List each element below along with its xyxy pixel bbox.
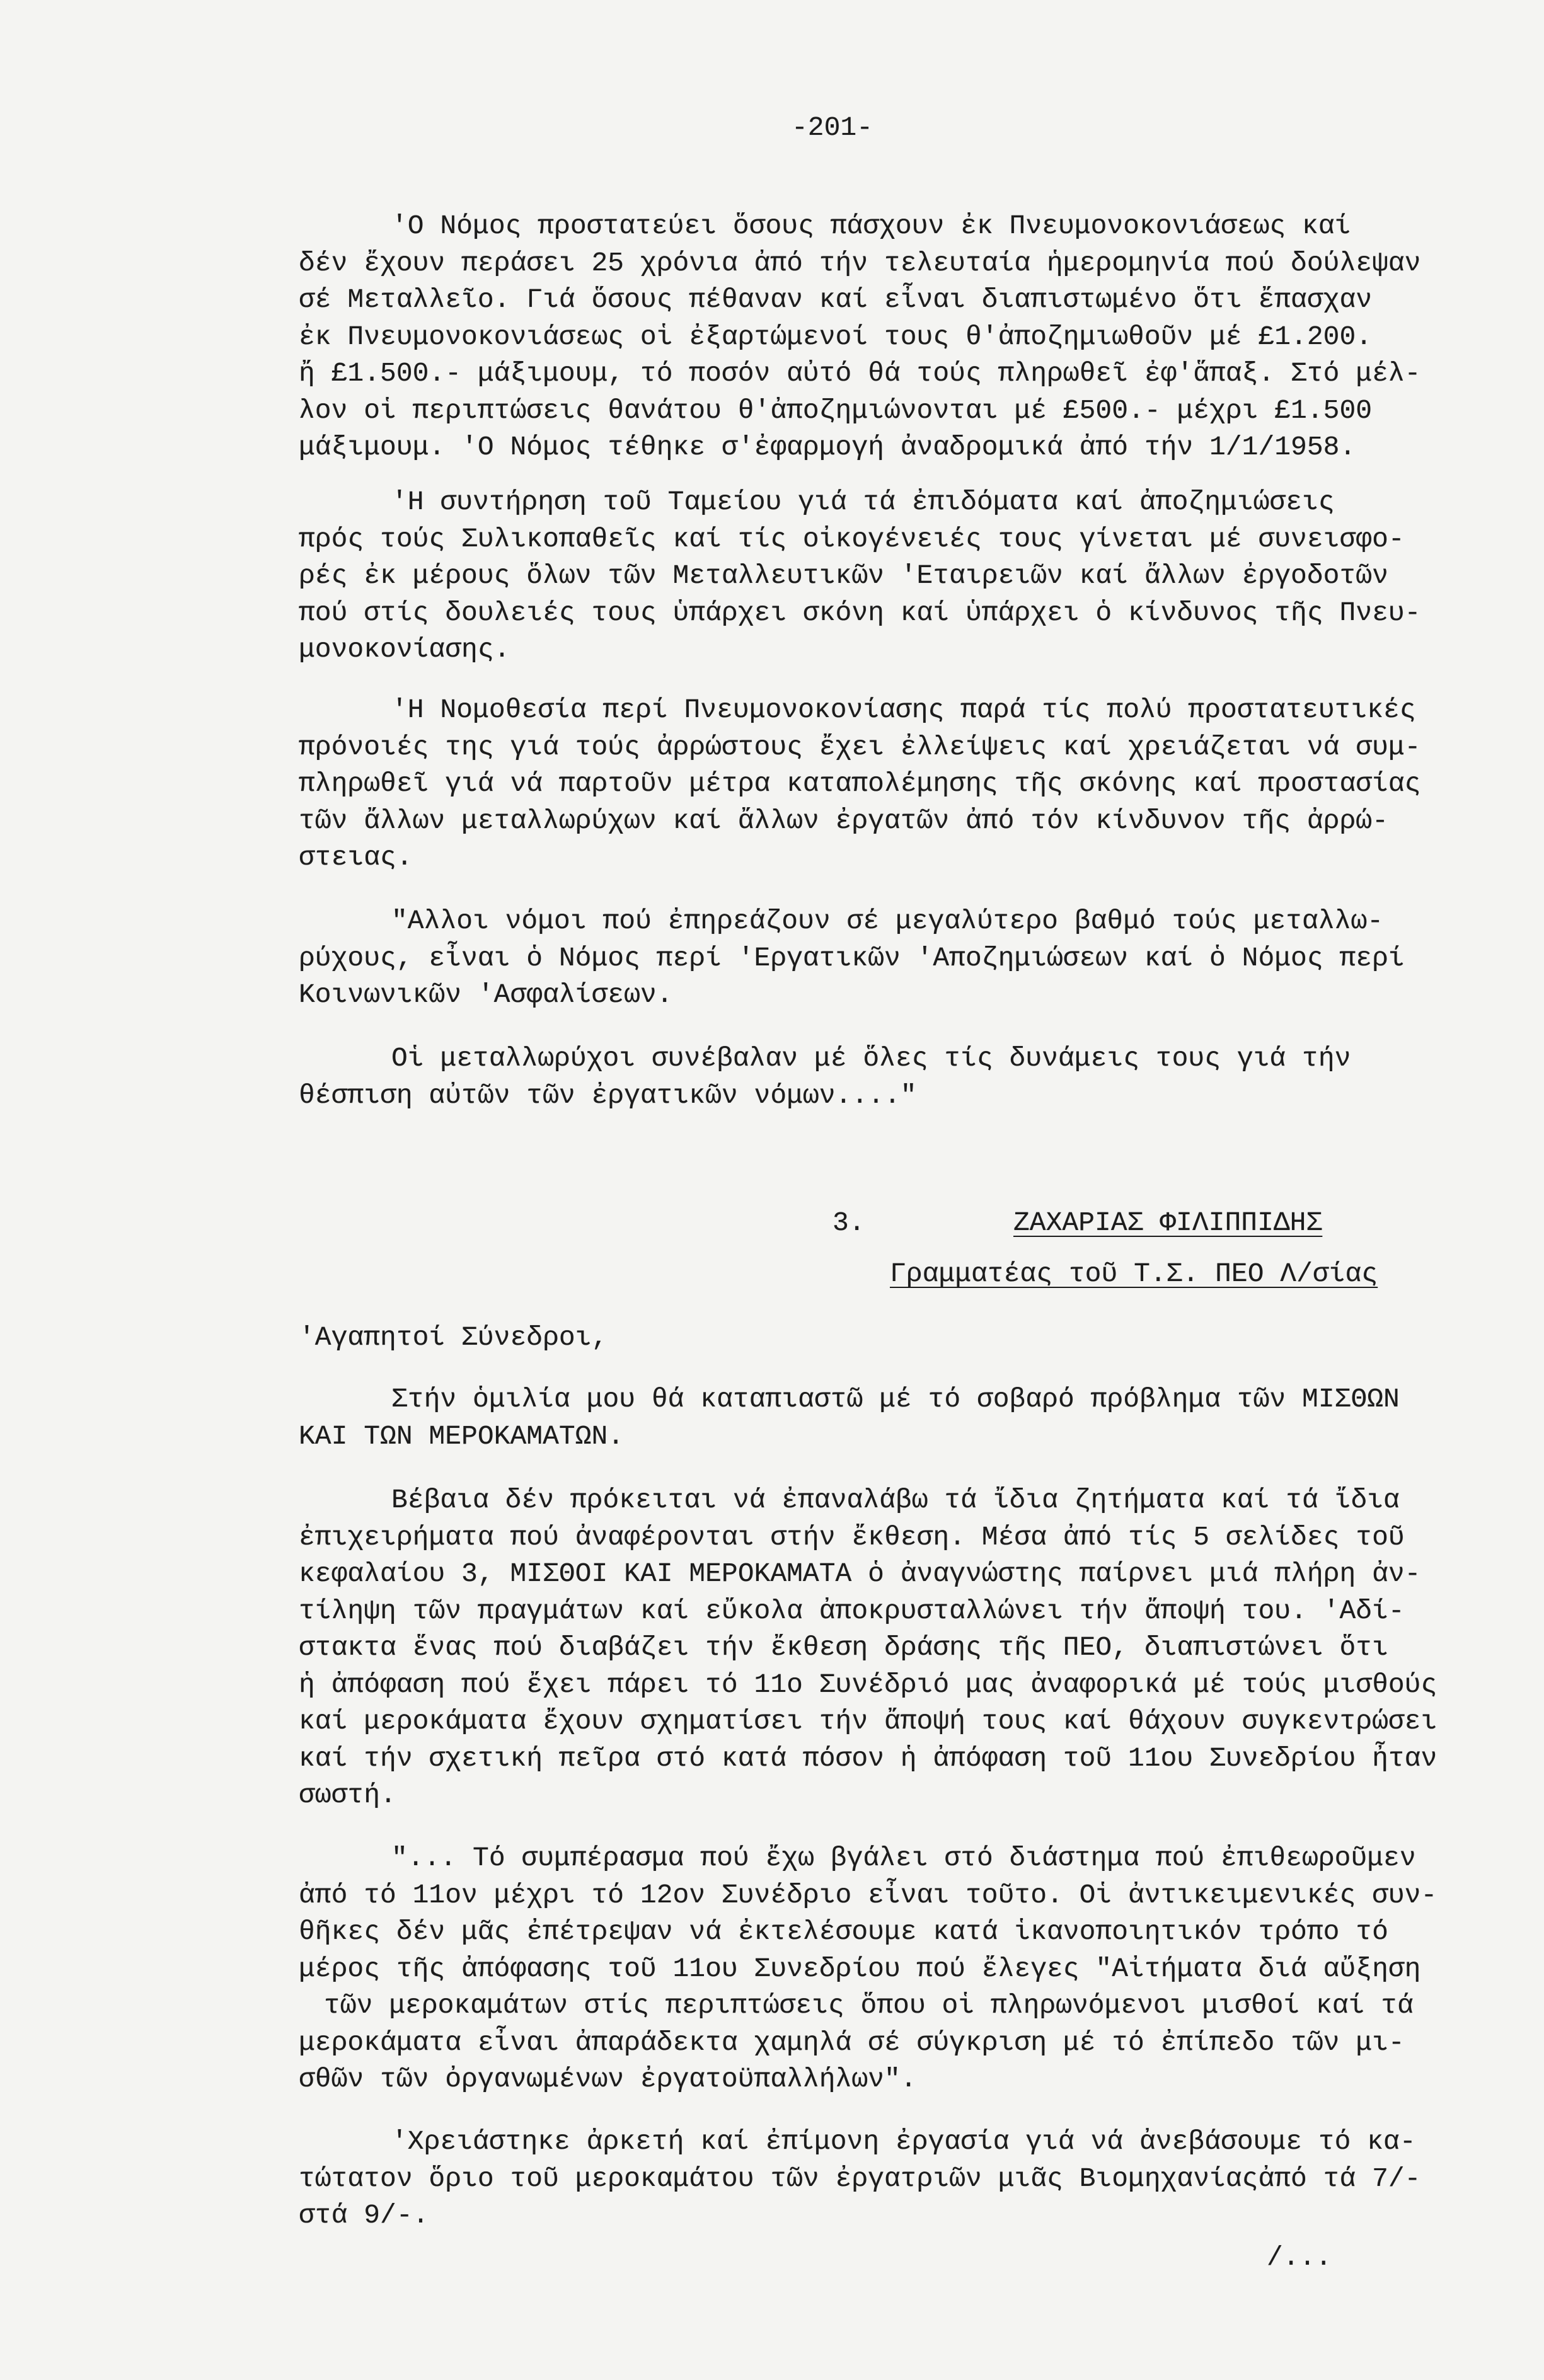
text-line: καί τήν σχετική πεῖρα στό κατά πόσον ἡ ἀπόφαση τοῦ 11ου Συνεδρίου ἦταν	[299, 1742, 1437, 1774]
paragraph	[299, 1840, 1437, 2098]
text-line: ἡ ἀπόφαση πού ἔχει πάρει τό 11ο Συνέδριό μας ἀναφορικά μέ τούς μισθούς	[299, 1669, 1437, 1700]
text-line: "... Τό συμπέρασμα πού ἔχω βγάλει στό διάστημα πού ἐπιθεωροῦμεν	[391, 1842, 1416, 1873]
text-line: πρόνοιές της γιά τούς ἀρρώστους ἔχει ἐλλείψεις καί χρειάζεται νά συμ-	[299, 731, 1421, 762]
text-line: στά 9/-.	[299, 2200, 429, 2231]
text-line: 'Η Νομοθεσία περί Πνευμονοκονίασης παρά τίς πολύ προστατευτικές	[391, 694, 1416, 725]
speaker-name: ΖΑΧΑΡΙΑΣ ΦΙΛΙΠΠΙΔΗΣ	[1013, 1207, 1323, 1238]
text-line: ρές ἐκ μέρους ὅλων τῶν Μεταλλευτικῶν 'Εταιρειῶν καί ἄλλων ἐργοδοτῶν	[299, 560, 1388, 591]
text-line: πρός τούς Συλικοπαθεῖς καί τίς οἰκογένειές τους γίνεται μέ συνεισφο-	[299, 523, 1405, 555]
text-line: Στήν ὁμιλία μου θά καταπιαστῶ μέ τό σοβαρό πρόβλημα τῶν ΜΙΣΘΩΝ	[391, 1384, 1400, 1415]
text-line: 'Η συντήρηση τοῦ Ταμείου γιά τά ἐπιδόματα καί ἀποζημιώσεις	[391, 486, 1335, 517]
paragraph	[299, 903, 1405, 1014]
text-line: ἤ £1.500.- μάξιμουμ, τό ποσόν αὐτό θά τούς πληρωθεῖ ἐφ'ἅπαξ. Στό μέλ-	[299, 358, 1421, 389]
text-line: ἐπιχειρήματα πού ἀναφέρονται στήν ἔκθεση. Μέσα ἀπό τίς 5 σελίδες τοῦ	[299, 1521, 1405, 1553]
paragraph	[299, 692, 1421, 877]
paragraph	[299, 1381, 1400, 1455]
text-line: τῶν ἄλλων μεταλλωρύχων καί ἄλλων ἐργατῶν ἀπό τόν κίνδυνον τῆς ἀρρώ-	[299, 805, 1388, 836]
text-line: κεφαλαίου 3, ΜΙΣΘΟΙ ΚΑΙ ΜΕΡΟΚΑΜΑΤΑ ὁ ἀναγνώστης παίρνει μιά πλήρη ἀν-	[299, 1558, 1421, 1589]
text-line: πληρωθεῖ γιά νά παρτοῦν μέτρα καταπολέμησης τῆς σκόνης καί προστασίας	[299, 768, 1421, 799]
text-line: σθῶν τῶν ὀργανωμένων ἐργατοϋπαλλήλων".	[299, 2064, 917, 2095]
text-line: μεροκάματα εἶναι ἀπαράδεκτα χαμηλά σέ σύγκριση μέ τό ἐπίπεδο τῶν μι-	[299, 2026, 1405, 2058]
paragraph	[299, 1482, 1437, 1814]
text-line: ρύχους, εἶναι ὁ Νόμος περί 'Εργατικῶν 'Αποζημιώσεων καί ὁ Νόμος περί	[299, 942, 1405, 974]
text-line: τώτατον ὅριο τοῦ μεροκαμάτου τῶν ἐργατριῶν μιᾶς Βιομηχανίαςἀπό τά 7/-	[299, 2163, 1421, 2194]
text-line: μάξιμουμ. 'Ο Νόμος τέθηκε σ'ἐφαρμογή ἀναδρομικά ἀπό τήν 1/1/1958.	[299, 432, 1356, 463]
text-line: στειας.	[299, 842, 413, 873]
text-line: σωστή.	[299, 1779, 396, 1810]
text-line: ΚΑΙ ΤΩΝ ΜΕΡΟΚΑΜΑΤΩΝ.	[299, 1420, 625, 1452]
paragraph	[299, 1040, 1351, 1114]
text-line: πού στίς δουλειές τους ὑπάρχει σκόνη καί ὑπάρχει ὁ κίνδυνος τῆς Πνευ-	[299, 597, 1421, 628]
text-line: θῆκες δέν μᾶς ἐπέτρεψαν νά ἐκτελέσουμε κατά ἱκανοποιητικόν τρόπο τό	[299, 1916, 1388, 1947]
text-line: θέσπιση αὐτῶν τῶν ἐργατικῶν νόμων...."	[299, 1079, 917, 1111]
text-line: Κοινωνικῶν 'Ασφαλίσεων.	[299, 979, 673, 1010]
text-line: μέρος τῆς ἀπόφασης τοῦ 11ου Συνεδρίου πού ἔλεγες "Αἰτήματα διά αὔξηση	[299, 1953, 1421, 1984]
text-line: καί μεροκάματα ἔχουν σχηματίσει τήν ἄποψή τους καί θάχουν συγκεντρώσει	[299, 1706, 1437, 1737]
text-line: λον οἱ περιπτώσεις θανάτου θ'ἀποζημιώνονται μέ £500.- μέχρι £1.500	[299, 394, 1373, 426]
continuation-mark: /...	[1267, 2242, 1332, 2273]
text-line: τίληψη τῶν πραγμάτων καί εὔκολα ἀποκρυσταλλώνει τήν ἄποψή του. 'Αδί-	[299, 1595, 1405, 1626]
text-line: Οἱ μεταλλωρύχοι συνέβαλαν μέ ὅλες τίς δυνάμεις τους γιά τήν	[391, 1043, 1351, 1074]
speaker-title: Γραμματέας τοῦ Τ.Σ. ΠΕΟ Λ/σίας	[890, 1258, 1378, 1289]
text-line: σέ Μεταλλεῖο. Γιά ὅσους πέθαναν καί εἶναι διαπιστωμένο ὅτι ἔπασχαν	[299, 284, 1373, 315]
text-line: τῶν μεροκαμάτων στίς περιπτώσεις ὅπου οἱ πληρωνόμενοι μισθοί καί τά	[324, 1990, 1414, 2021]
paragraph	[299, 2124, 1421, 2234]
salutation: 'Αγαπητοί Σύνεδροι,	[299, 1322, 608, 1353]
text-line: 'Χρειάστηκε ἀρκετή καί ἐπίμονη ἐργασία γιά νά ἀνεβάσουμε τό κα-	[391, 2126, 1416, 2157]
page-number: -201-	[792, 112, 873, 143]
text-line: δέν ἔχουν περάσει 25 χρόνια ἀπό τήν τελευταία ἡμερομηνία πού δούλεψαν	[299, 247, 1421, 279]
paragraph	[299, 484, 1421, 669]
text-line: Βέβαια δέν πρόκειται νά ἐπαναλάβω τά ἴδια ζητήματα καί τά ἴδια	[391, 1485, 1400, 1515]
text-line: στακτα ἕνας πού διαβάζει τήν ἔκθεση δράσης τῆς ΠΕΟ, διαπιστώνει ὅτι	[299, 1632, 1388, 1663]
paragraph	[299, 208, 1421, 466]
text-line: "Αλλοι νόμοι πού ἐπηρεάζουν σέ μεγαλύτερο βαθμό τούς μεταλλω-	[391, 905, 1384, 936]
text-line: ἀπό τό 11ον μέχρι τό 12ον Συνέδριο εἶναι τοῦτο. Οἱ ἀντικειμενικές συν-	[299, 1879, 1437, 1911]
text-line: μονοκονίασης.	[299, 634, 510, 665]
text-line: ἐκ Πνευμονοκονιάσεως οἱ ἐξαρτώμενοί τους θ'ἀποζημιωθοῦν μέ £1.200.	[299, 321, 1373, 352]
text-line: 'Ο Νόμος προστατεύει ὅσους πάσχουν ἐκ Πνευμονοκονιάσεως καί	[391, 210, 1351, 241]
section-number: 3.	[832, 1207, 865, 1238]
